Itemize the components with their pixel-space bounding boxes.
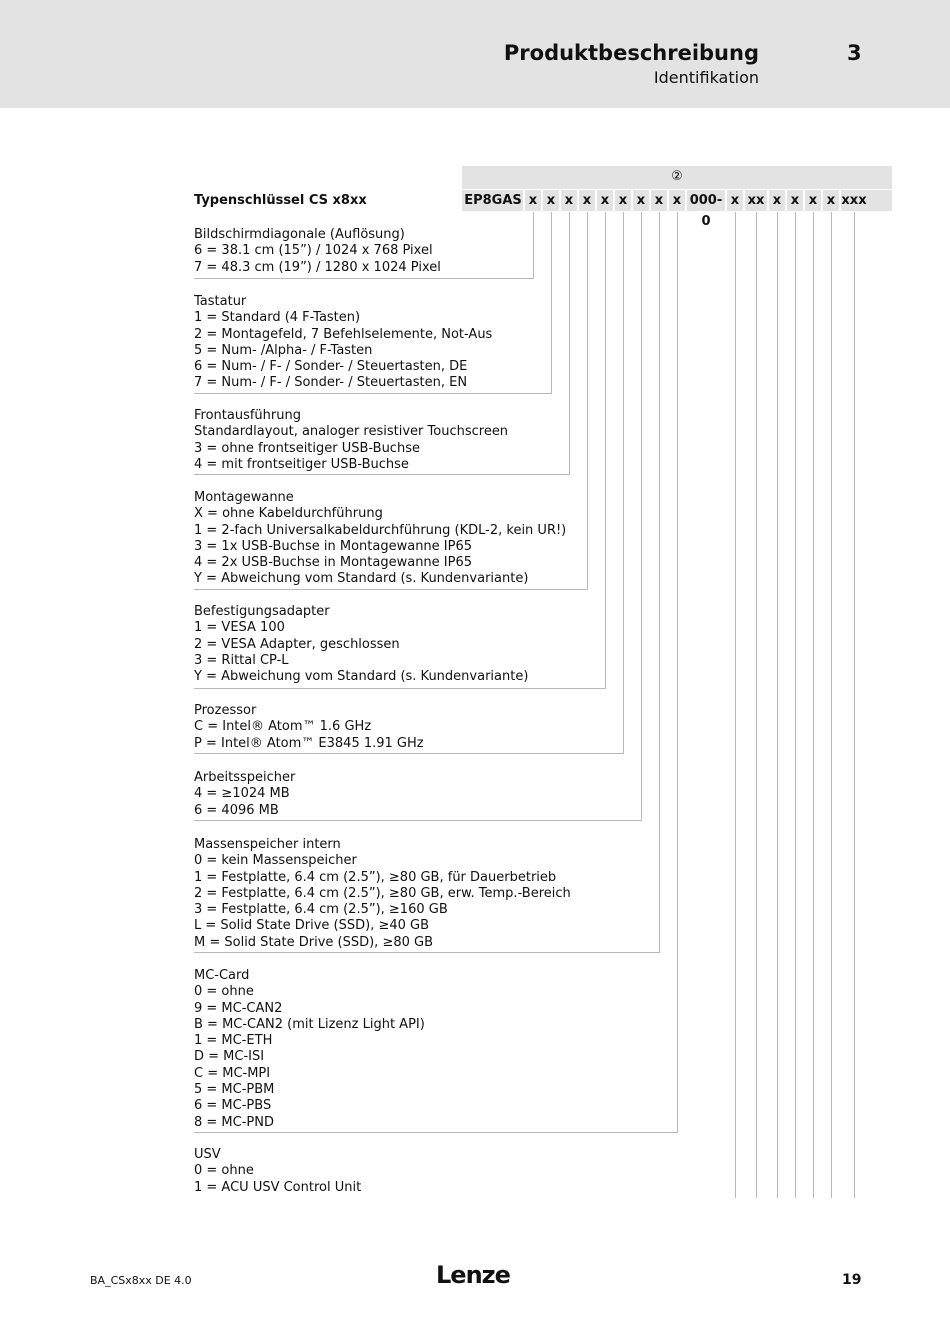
type-key-segment: x	[636, 193, 646, 208]
connector-vertical-line	[569, 212, 570, 474]
group-option: D = MC-ISI	[194, 1049, 265, 1065]
type-key-segment: x	[654, 193, 664, 208]
type-key-segment: x	[808, 193, 818, 208]
chapter-title: Produktbeschreibung	[503, 41, 759, 65]
type-key-segment: 000-0	[689, 193, 723, 229]
group-option: 4 = mit frontseitiger USB-Buchse	[194, 456, 409, 472]
group-title: Frontausführung	[194, 408, 301, 423]
group-option: 2 = Montagefeld, 7 Befehlselemente, Not-Aus	[194, 326, 493, 342]
group-title: MC-Card	[194, 968, 250, 983]
group-title: USV	[194, 1147, 221, 1162]
group-option: 6 = 4096 MB	[194, 802, 279, 818]
group-option: 4 = 2x USB-Buchse in Montagewanne IP65	[194, 555, 473, 571]
connector-vertical-line	[605, 212, 606, 688]
group-option: 0 = ohne	[194, 984, 254, 1000]
type-key-segment: x	[564, 193, 574, 208]
connector-horizontal-line	[194, 474, 570, 475]
group-option: 5 = MC-PBM	[194, 1082, 275, 1098]
group-option: 1 = MC-ETH	[194, 1033, 273, 1049]
group-option: 7 = 48.3 cm (19”) / 1280 x 1024 Pixel	[194, 259, 441, 275]
type-key-group	[194, 604, 528, 685]
group-option: B = MC-CAN2 (mit Lizenz Light API)	[194, 1016, 425, 1032]
group-title: Arbeitsspeicher	[194, 770, 296, 785]
document-id: BA_CSx8xx DE 4.0	[90, 1274, 192, 1287]
group-option: 5 = Num- /Alpha- / F-Tasten	[194, 342, 373, 358]
type-key-label: Typenschlüssel CS x8xx	[194, 193, 367, 208]
group-title: Montagewanne	[194, 490, 294, 505]
connector-vertical-line	[795, 212, 796, 1198]
type-key-segment: x	[772, 193, 782, 208]
connector-horizontal-line	[194, 1132, 678, 1133]
group-option: 4 = ≥1024 MB	[194, 786, 290, 802]
type-key-segment: x	[600, 193, 610, 208]
connector-horizontal-line	[194, 952, 660, 953]
section-subtitle: Identifikation	[653, 68, 759, 87]
group-option: 1 = Festplatte, 6.4 cm (2.5”), ≥80 GB, für Dauerbetrieb	[194, 869, 557, 885]
group-option: C = MC-MPI	[194, 1065, 271, 1081]
page-number: 19	[842, 1272, 862, 1288]
type-key-segment: x	[730, 193, 740, 208]
group-option: Y = Abweichung vom Standard (s. Kundenvariante)	[194, 669, 529, 685]
group-title: Prozessor	[194, 703, 257, 718]
type-key-group	[194, 703, 424, 752]
connector-horizontal-line	[194, 753, 624, 754]
group-option: 3 = Festplatte, 6.4 cm (2.5”), ≥160 GB	[194, 902, 448, 918]
connector-vertical-line	[641, 212, 642, 820]
group-option: 3 = Rittal CP-L	[194, 652, 289, 668]
connector-horizontal-line	[194, 820, 642, 821]
lenze-logo: Lenze	[436, 1261, 510, 1289]
connector-vertical-line	[813, 212, 814, 1198]
group-title: Massenspeicher intern	[194, 837, 341, 852]
connector-horizontal-line	[194, 688, 606, 689]
type-key-segment: xxx	[841, 193, 867, 208]
type-key-marker-bar	[462, 166, 892, 189]
group-option: M = Solid State Drive (SSD), ≥80 GB	[194, 934, 434, 950]
group-option: 3 = ohne frontseitiger USB-Buchse	[194, 440, 420, 456]
group-option: 6 = 38.1 cm (15”) / 1024 x 768 Pixel	[194, 243, 433, 259]
group-option: 1 = 2-fach Universalkabeldurchführung (KDL-2, kein UR!)	[194, 522, 567, 538]
type-key-segment: x	[528, 193, 538, 208]
group-option: 8 = MC-PND	[194, 1114, 274, 1130]
connector-vertical-line	[533, 212, 534, 278]
group-option: Standardlayout, analoger resistiver Touchscreen	[194, 424, 509, 440]
connector-horizontal-line	[194, 393, 552, 394]
connector-vertical-line	[735, 212, 736, 1198]
type-key-code-row	[462, 190, 892, 229]
connector-vertical-line	[623, 212, 624, 753]
type-key-segment: x	[582, 193, 592, 208]
group-option: L = Solid State Drive (SSD), ≥40 GB	[194, 918, 430, 934]
type-key-segment: xx	[747, 193, 765, 208]
page-header	[0, 0, 950, 108]
group-option: 6 = Num- / F- / Sonder- / Steuertasten, DE	[194, 359, 468, 375]
type-key-group	[194, 770, 295, 819]
group-option: 1 = ACU USV Control Unit	[194, 1179, 362, 1195]
type-key-group	[194, 294, 492, 392]
type-key-segment: x	[546, 193, 556, 208]
group-option: 1 = VESA 100	[194, 620, 285, 636]
connector-vertical-line	[659, 212, 660, 952]
marker-2-icon: ②	[671, 169, 683, 184]
type-key-group	[194, 968, 425, 1131]
type-key-segment: x	[618, 193, 628, 208]
type-key-group	[194, 837, 571, 951]
group-option: X = ohne Kabeldurchführung	[194, 506, 383, 522]
connector-vertical-line	[587, 212, 588, 589]
connector-vertical-line	[777, 212, 778, 1198]
type-key-group	[194, 408, 508, 473]
group-option: C = Intel® Atom™ 1.6 GHz	[194, 719, 372, 735]
type-key-group	[194, 490, 566, 588]
group-option: 9 = MC-CAN2	[194, 1000, 283, 1016]
connector-vertical-line	[551, 212, 552, 393]
type-key-segment: EP8GAS	[464, 193, 522, 208]
group-option: 0 = kein Massenspeicher	[194, 853, 357, 869]
group-option: 7 = Num- / F- / Sonder- / Steuertasten, EN	[194, 375, 468, 391]
group-option: 3 = 1x USB-Buchse in Montagewanne IP65	[194, 538, 473, 554]
connector-vertical-line	[677, 212, 678, 1132]
type-key-group	[194, 1147, 361, 1196]
type-key-segment: x	[826, 193, 836, 208]
connector-vertical-line	[831, 212, 832, 1198]
group-option: Y = Abweichung vom Standard (s. Kundenvariante)	[194, 571, 529, 587]
group-option: 2 = Festplatte, 6.4 cm (2.5”), ≥80 GB, erw. Temp.-Bereich	[194, 885, 571, 901]
group-option: 1 = Standard (4 F-Tasten)	[194, 310, 361, 326]
type-key-segment: x	[790, 193, 800, 208]
group-title: Tastatur	[194, 294, 247, 309]
connector-vertical-line	[756, 212, 757, 1198]
chapter-number: 3	[847, 41, 862, 65]
connector-vertical-line	[854, 212, 855, 1198]
type-key-segment: x	[672, 193, 682, 208]
connector-horizontal-line	[194, 278, 534, 279]
group-option: P = Intel® Atom™ E3845 1.91 GHz	[194, 735, 424, 751]
group-title: Bildschirmdiagonale (Auflösung)	[194, 227, 405, 242]
group-option: 0 = ohne	[194, 1163, 254, 1179]
group-option: 2 = VESA Adapter, geschlossen	[194, 636, 400, 652]
connector-horizontal-line	[194, 589, 588, 590]
group-option: 6 = MC-PBS	[194, 1098, 272, 1114]
group-title: Befestigungsadapter	[194, 604, 330, 619]
type-key-group	[194, 227, 441, 276]
